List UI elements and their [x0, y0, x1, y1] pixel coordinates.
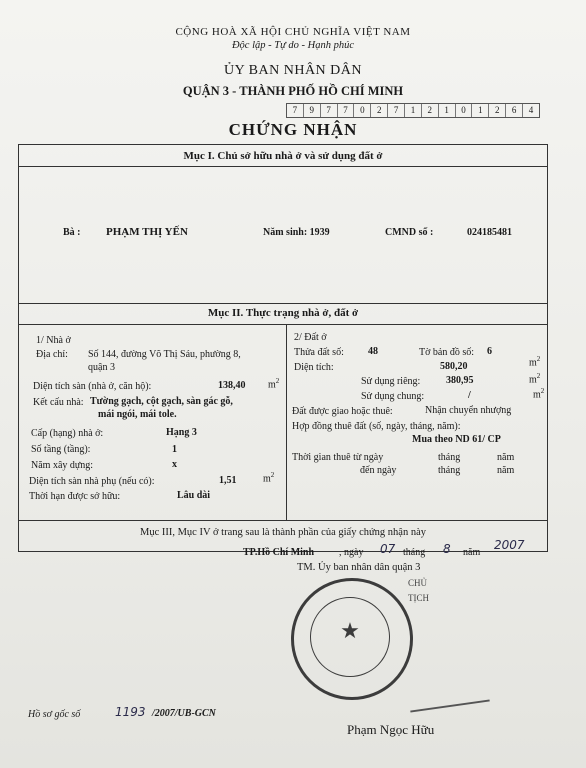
common-use-value: /: [468, 390, 471, 401]
record-number: 1193: [115, 705, 146, 719]
id-label: CMND số :: [385, 227, 434, 238]
sign-month-label: tháng: [403, 547, 426, 558]
sign-day: 07: [380, 542, 396, 556]
land-area-label: Diện tích:: [294, 362, 334, 373]
serial-digit: 2: [422, 104, 439, 117]
serial-digit: 0: [456, 104, 473, 117]
serial-digit: 7: [287, 104, 304, 117]
record-label: Hồ sơ gốc số: [28, 709, 81, 720]
document-title: CHỨNG NHẬN: [228, 120, 358, 139]
address-label: Địa chỉ:: [36, 349, 68, 360]
lease-term-month: tháng: [438, 452, 461, 463]
section1-heading: Mục I. Chủ sở hữu nhà ở và sử dụng đất ở: [183, 150, 383, 162]
lease-end-year: năm: [497, 465, 515, 476]
lease-term-year: năm: [497, 452, 515, 463]
sign-day-label: , ngày: [339, 547, 364, 558]
serial-digit: 9: [304, 104, 321, 117]
grade-value: Hạng 3: [166, 427, 197, 438]
common-unit-m2: $m^2$: [533, 387, 545, 401]
map-label: Tờ bản đồ số:: [419, 347, 475, 358]
district-title: QUẬN 3 - THÀNH PHỐ HỒ CHÍ MINH: [182, 84, 404, 98]
lease-term-label: Thời gian thuê từ ngày: [292, 452, 384, 463]
private-use-label: Sử dụng riêng:: [361, 376, 421, 387]
serial-digit: 7: [338, 104, 355, 117]
floor-area-value: 138,40: [218, 380, 246, 391]
serial-digit: 7: [321, 104, 338, 117]
aux-unit-m2: $m^2$: [263, 471, 275, 485]
lease-end-label: đến ngày: [360, 465, 397, 476]
serial-digit: 7: [388, 104, 405, 117]
private-unit-m2: $m^2$: [529, 372, 541, 386]
floors-value: 1: [172, 444, 177, 455]
serial-digit: 4: [528, 105, 534, 115]
divider: [18, 520, 548, 521]
sign-month: 8: [443, 542, 451, 556]
land-area-value: 580,20: [440, 361, 468, 372]
floors-label: Số tầng (tầng):: [31, 444, 91, 455]
serial-digit: 1: [472, 104, 489, 117]
birth-year: Năm sinh: 1939: [263, 227, 330, 238]
structure-line2: mái ngói, mái tole.: [98, 409, 177, 420]
unit-m2: $m^2$: [268, 377, 280, 391]
year-built-value: x: [172, 459, 177, 470]
year-built-label: Năm xây dựng:: [31, 460, 94, 471]
house-title: 1/ Nhà ở: [36, 335, 71, 346]
role-label: CHỦ TỊCH: [408, 578, 429, 603]
grade-label: Cấp (hạng) nhà ở:: [31, 428, 104, 439]
floor-area-label: Diện tích sàn (nhà ở, căn hộ):: [33, 381, 152, 392]
sign-year: 2007: [494, 538, 525, 552]
address-line2: quận 3: [88, 362, 115, 373]
record-suffix: /2007/UB-GCN: [152, 708, 216, 719]
aux-area-label: Diện tích sàn nhà phụ (nếu có):: [29, 476, 155, 487]
ownership-term-label: Thời hạn được sở hữu:: [29, 491, 121, 502]
lease-value: Mua theo ND 61/ CP: [412, 434, 501, 445]
lease-end-month: tháng: [438, 465, 461, 476]
serial-digit: 6: [506, 104, 523, 117]
owner-name: PHẠM THỊ YẾN: [106, 226, 188, 238]
national-motto: Độc lập - Tự do - Hạnh phúc: [231, 40, 355, 51]
parcel-label: Thửa đất số:: [294, 347, 344, 358]
aux-area-value: 1,51: [219, 475, 237, 486]
divider: [18, 324, 548, 325]
serial-digit: 2: [489, 104, 506, 117]
owner-label: Bà :: [63, 227, 81, 238]
divider: [18, 166, 548, 167]
allocated-value: Nhận chuyển nhượng: [425, 405, 512, 416]
serial-digit: 0: [354, 104, 371, 117]
official-seal: [291, 578, 413, 700]
national-header: CỘNG HOÀ XÃ HỘI CHỦ NGHĨA VIỆT NAM: [175, 26, 411, 38]
allocated-label: Đất được giao hoặc thuê:: [292, 406, 393, 417]
ownership-term-value: Lâu dài: [177, 490, 211, 501]
column-divider: [286, 324, 287, 520]
section2-heading: Mục II. Thực trạng nhà ở, đất ở: [207, 307, 359, 319]
serial-digit: 2: [371, 104, 388, 117]
footer-note: Mục III, Mục IV ở trang sau là thành phần của giấy chứng nhận này: [139, 527, 426, 538]
id-number: 024185481: [467, 227, 512, 238]
sign-year-label: năm: [463, 547, 481, 558]
map-value: 6: [487, 346, 492, 357]
star-icon: ★: [340, 618, 360, 643]
common-use-label: Sử dụng chung:: [361, 391, 425, 402]
tm-label: TM. Ủy ban nhân dân quận 3: [297, 562, 421, 573]
private-use-value: 380,95: [446, 375, 474, 386]
serial-digit: 1: [405, 104, 422, 117]
sign-place: TP.Hồ Chí Minh: [243, 547, 315, 558]
structure-line1: Tường gạch, cột gạch, sàn gác gỗ,: [90, 396, 233, 407]
authority-title: ỦY BAN NHÂN DÂN: [223, 63, 363, 78]
signer-name: Phạm Ngọc Hữu: [347, 722, 435, 737]
lease-label: Hợp đồng thuê đất (số, ngày, tháng, năm):: [292, 421, 461, 432]
serial-digit: 1: [439, 104, 456, 117]
structure-label: Kết cấu nhà:: [33, 397, 84, 408]
parcel-value: 48: [368, 346, 378, 357]
seal-emblem: [310, 597, 390, 677]
divider: [18, 303, 548, 304]
address-line1: Số 144, đường Võ Thị Sáu, phường 8,: [88, 349, 241, 360]
serial-number: [286, 103, 540, 118]
signature-mark: [410, 699, 489, 712]
land-title: 2/ Đất ở: [294, 332, 327, 343]
land-unit-m2: $m^2$: [529, 355, 541, 369]
